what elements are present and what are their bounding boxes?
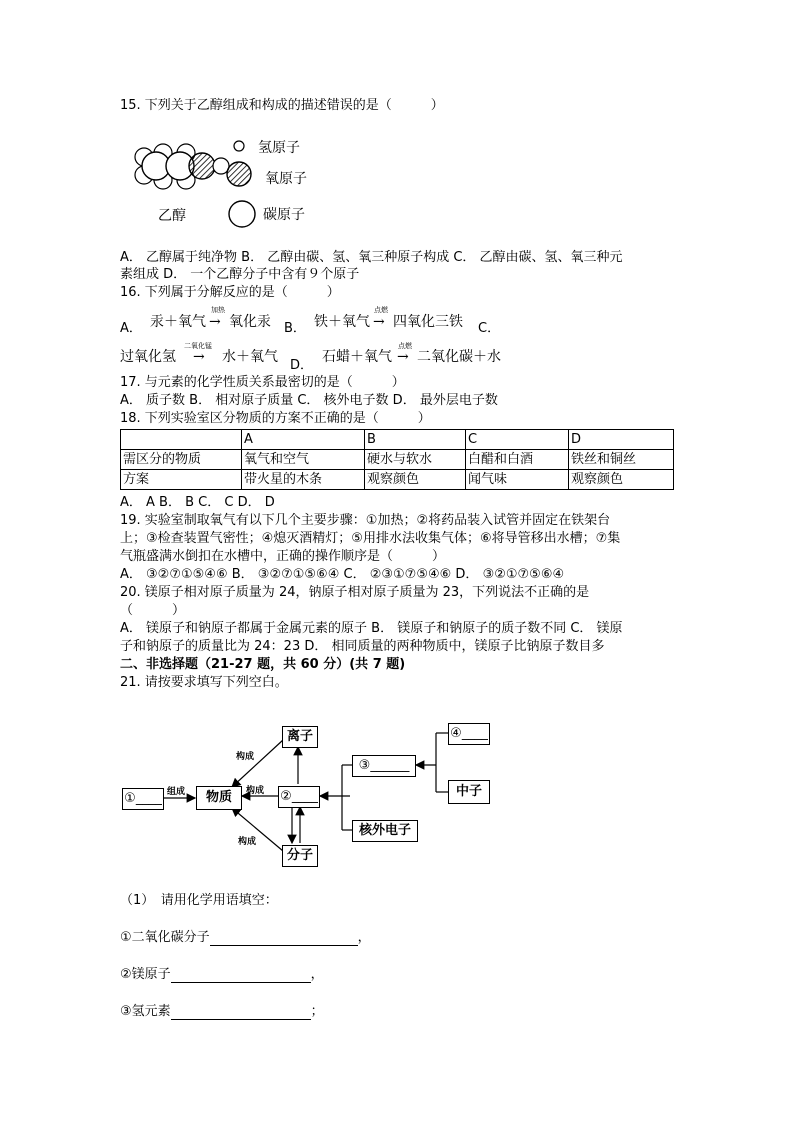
table-cell: C xyxy=(466,430,569,450)
fill1-label: ①二氧化碳分子 xyxy=(120,930,210,945)
box-ion: 离子 xyxy=(282,726,318,748)
q19-line3: 气瓶盛满水倒扣在水槽中，正确的操作顺序是（ ） xyxy=(120,549,446,564)
q19-line1: 19. 实验室制取氧气有以下几个主要步骤：①加热；②将药品装入试管并固定在铁架台 xyxy=(120,513,611,528)
q20-line1: 20. 镁原子相对原子质量为 24，钠原子相对原子质量为 23，下列说法不正确的是 xyxy=(120,585,590,600)
box-molecule: 分子 xyxy=(282,845,318,867)
fill2-blank[interactable] xyxy=(171,968,311,983)
legend-oxygen-label: 氧原子 xyxy=(265,171,307,187)
q16-c-label: C． xyxy=(478,321,501,336)
box-neutron: 中子 xyxy=(448,780,490,804)
label-constitute-molecule: 构成 xyxy=(238,837,257,847)
fill-row-2 xyxy=(120,967,324,983)
box-3-blank[interactable]: ③______ xyxy=(352,755,416,777)
q16-d-left: 石蜡＋氧气 xyxy=(322,349,392,365)
q18-options: A． A B． B C． C D． D xyxy=(120,495,275,510)
q17-options: A． 质子数 B． 相对原子质量 C． 核外电子数 D． 最外层电子数 xyxy=(120,393,498,408)
table-cell: 闻气味 xyxy=(466,470,569,490)
q21-stem: 21. 请按要求填写下列空白。 xyxy=(120,675,288,690)
fill1-blank[interactable] xyxy=(210,931,358,946)
q16-b-label: B． xyxy=(284,321,306,336)
q16-c-right: 水＋氧气 xyxy=(222,349,278,365)
fill2-punct: ， xyxy=(310,967,324,982)
legend-carbon-label: 碳原子 xyxy=(263,207,305,223)
table-cell: 铁丝和铜丝 xyxy=(569,450,674,470)
fill3-label: ③氢元素 xyxy=(120,1004,171,1019)
q21-sub1: （1） 请用化学用语填空： xyxy=(120,893,278,908)
box-electron: 核外电子 xyxy=(352,820,418,842)
legend-hydrogen-label: 氢原子 xyxy=(258,140,300,156)
q16-a-right: 氧化汞 xyxy=(229,314,271,330)
q16-b-arrow-icon: → xyxy=(373,314,385,330)
q20-line3: A． 镁原子和钠原子都属于金属元素的原子 B． 镁原子和钠原子的质子数不同 C． 镁原 xyxy=(120,621,623,636)
q16-c-condition: 二氧化锰 xyxy=(184,342,212,350)
q19-options: A． ③②⑦①⑤④⑥ B． ③②⑦①⑤⑥④ C． ②③①⑦⑤④⑥ D． ③②①⑦⑤⑥④ xyxy=(120,567,565,582)
table-cell: 硬水与软水 xyxy=(365,450,466,470)
table-cell: B xyxy=(365,430,466,450)
q17-stem: 17. 与元素的化学性质关系最密切的是（ ） xyxy=(120,375,405,390)
q20-line4: 子和钠原子的质量比为 24：23 D． 相同质量的两种物质中，镁原子比钠原子数目多 xyxy=(120,639,605,654)
fill-row-3 xyxy=(120,1004,324,1020)
box-1-blank[interactable]: ①____ xyxy=(122,788,164,810)
fill2-label: ②镁原子 xyxy=(120,967,171,982)
molecule-label: 乙醇 xyxy=(158,208,186,224)
label-constitute-ion: 构成 xyxy=(236,752,255,762)
table-cell: 白醋和白酒 xyxy=(466,450,569,470)
q15-stem: 15. 下列关于乙醇组成和构成的描述错误的是（ ） xyxy=(120,98,444,113)
q19-line2: 上；③检查装置气密性；④熄灭酒精灯；⑤用排水法收集气体；⑥将导管移出水槽；⑦集 xyxy=(120,531,621,546)
q16-d-arrow-icon: → xyxy=(397,349,409,365)
box-matter: 物质 xyxy=(196,786,242,810)
q16-a-label: A． xyxy=(120,321,142,336)
q16-stem: 16. 下列属于分解反应的是（ ） xyxy=(120,285,340,300)
table-cell: D xyxy=(569,430,674,450)
table-cell: A xyxy=(242,430,365,450)
q18-stem: 18. 下列实验室区分物质的方案不正确的是（ ） xyxy=(120,411,431,426)
box-2-blank[interactable]: ②____ xyxy=(278,786,320,808)
table-cell: 观察颜色 xyxy=(569,470,674,490)
q16-b-condition: 点燃 xyxy=(374,306,388,314)
fill3-blank[interactable] xyxy=(171,1005,311,1020)
table-cell: 氧气和空气 xyxy=(242,450,365,470)
q16-b-left: 铁＋氧气 xyxy=(314,314,370,330)
table-cell: 需区分的物质 xyxy=(121,450,242,470)
q20-line2: （ ） xyxy=(120,603,186,618)
label-compose: 组成 xyxy=(167,787,186,797)
q16-c-arrow-icon: → xyxy=(193,349,205,365)
fill-row-1 xyxy=(120,930,371,946)
fill1-punct: ， xyxy=(357,930,371,945)
table-cell: 带火星的木条 xyxy=(242,470,365,490)
q16-a-left: 汞＋氧气 xyxy=(150,314,206,330)
q16-a-arrow-icon: → xyxy=(209,314,221,330)
table-cell: 方案 xyxy=(121,470,242,490)
label-constitute-atom: 构成 xyxy=(246,786,265,796)
q16-a-condition: 加热 xyxy=(211,306,225,314)
table-cell: 观察颜色 xyxy=(365,470,466,490)
q16-c-left: 过氧化氢 xyxy=(120,349,176,365)
fill3-punct: ； xyxy=(310,1004,324,1019)
q16-b-right: 四氧化三铁 xyxy=(393,314,463,330)
q15-options-line2: 素组成 D． 一个乙醇分子中含有９个原子 xyxy=(120,267,360,282)
q15-options-line1: A． 乙醇属于纯净物 B． 乙醇由碳、氢、氧三种原子构成 C． 乙醇由碳、氢、氧三种元 xyxy=(120,250,623,265)
section-title: 二、非选择题（21-27 题，共 60 分）(共 7 题) xyxy=(120,657,406,672)
q16-d-condition: 点燃 xyxy=(398,342,412,350)
q16-d-label: D． xyxy=(290,358,314,373)
box-4-blank[interactable]: ④____ xyxy=(448,723,490,745)
q16-d-right: 二氧化碳＋水 xyxy=(417,349,501,365)
